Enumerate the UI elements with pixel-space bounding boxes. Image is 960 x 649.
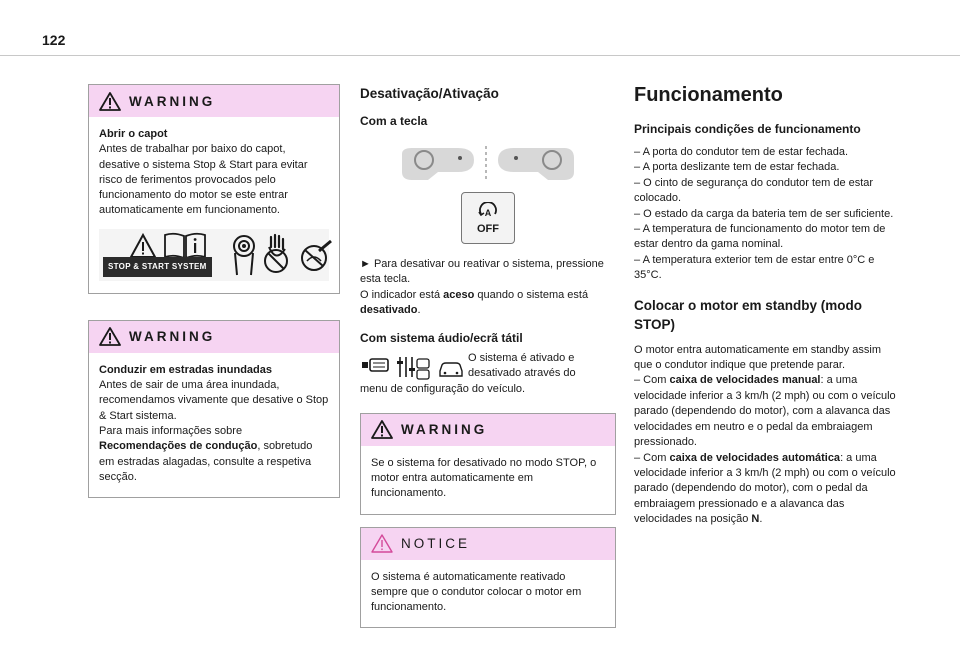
column-left <box>88 84 340 498</box>
conditions-list <box>634 145 896 284</box>
condition-item: – O estado da carga da bateria tem de ser suficiente. <box>634 207 894 220</box>
bold-reference: Recomendações de condução <box>99 440 258 453</box>
bold-aceso: aceso <box>443 288 475 301</box>
no-hand-icon <box>261 233 291 277</box>
notice-label: NOTICE <box>401 536 471 552</box>
warning-triangle-icon <box>99 92 121 111</box>
warning-box-flood <box>88 320 340 498</box>
text-span: O indicador está <box>360 288 444 301</box>
notice-header <box>361 528 615 560</box>
text-span: . <box>417 304 421 317</box>
warning-body <box>89 353 339 497</box>
warning-title: Abrir o capot <box>99 128 168 140</box>
standby-intro: O motor entra automaticamente em standby assim que o condutor indique que pretende parar. <box>634 343 881 372</box>
text-span: : a uma velocidade inferior a 3 km/h (2 mph) ou com o veículo parado (dependendo do motor), com o pedal da embraiagem pressionado e a alavanca das velocidades na posição <box>634 451 896 526</box>
auto-stop-start-icon <box>477 202 499 222</box>
warning-text: Antes de trabalhar por baixo do capot, desative o sistema Stop & Start para evitar risco de ferimentos provocados pelo funcionamento do motor se este entrar automaticamente em funcionamento. <box>99 143 308 217</box>
off-label: OFF <box>477 222 499 235</box>
touchscreen-menu-icons <box>360 353 464 381</box>
text-span: quando o sistema está <box>474 288 589 301</box>
warning-triangle-icon <box>371 420 393 439</box>
warning-header <box>361 414 615 446</box>
text-span: : a uma velocidade inferior a 3 km/h (2 mph) ou com o veículo parado (dependendo do motor), com a alavanca das velocidades em neutro e o pedal da embraiagem pressionado. <box>634 374 896 449</box>
top-divider <box>0 55 960 56</box>
page-number: 122 <box>42 32 66 48</box>
text-span: – Com <box>634 374 670 387</box>
warning-body <box>89 117 339 293</box>
notice-text: O sistema é automaticamente reativado sempre que o condutor colocar o motor em funcionamento. <box>371 570 582 614</box>
touch-text-b: menu de configuração do veículo. <box>360 382 526 395</box>
text-span: , sobretudo em estradas alagadas, consulte a respetiva secção. <box>99 440 313 483</box>
section-title-operation: Funcionamento <box>634 84 783 106</box>
warning-text: Se o sistema for desativado no modo STOP, o motor entra automaticamente em funcionamento. <box>371 456 597 500</box>
svg-text:A: A <box>484 207 492 218</box>
manual-gearbox-text <box>634 373 896 450</box>
notice-box <box>360 527 616 629</box>
subtitle-touchscreen: Com sistema áudio/ecrã tátil <box>360 330 523 345</box>
warning-label: WARNING <box>129 93 216 109</box>
indicator-text <box>360 288 616 319</box>
text-span: Para mais informações sobre <box>99 424 243 437</box>
warning-text <box>99 424 329 485</box>
no-tool-icon <box>299 239 333 273</box>
touch-text-a: O sistema é ativado e desativado através do <box>468 351 576 379</box>
warning-header <box>89 321 339 353</box>
condition-item: – O cinto de segurança do condutor tem de estar colocado. <box>634 176 874 205</box>
warning-label: WARNING <box>129 329 216 345</box>
bold-auto-gearbox: caixa de velocidades automática <box>669 451 841 464</box>
text-span: – Com <box>634 451 670 464</box>
warning-box-hood <box>88 84 340 294</box>
warning-header <box>89 85 339 117</box>
notice-body <box>361 560 615 628</box>
section-title-deactivation: Desativação/Ativação <box>360 86 499 101</box>
condition-item: – A porta do condutor tem de estar fechada. <box>634 146 849 158</box>
subtitle-key: Com a tecla <box>360 114 428 128</box>
dashboard-illustration <box>398 144 578 184</box>
warning-triangle-icon <box>99 327 121 346</box>
auto-gearbox-text <box>634 451 896 528</box>
stop-start-off-button[interactable] <box>461 192 515 244</box>
warning-body <box>361 446 615 514</box>
notice-triangle-icon <box>371 534 393 553</box>
subtitle-standby: Colocar o motor em standby (modo STOP) <box>634 297 863 332</box>
column-right <box>634 84 896 528</box>
engine-belt-icon <box>231 233 257 277</box>
stop-start-pictograms <box>99 229 329 281</box>
instruction-text: ► Para desativar ou reativar o sistema, pressione esta tecla. <box>360 258 604 286</box>
text-span: . <box>759 513 763 526</box>
touchscreen-description <box>360 353 616 399</box>
manual-book-icon <box>163 232 207 260</box>
warning-label: WARNING <box>401 422 488 438</box>
warning-text: Antes de sair de uma área inundada, recomendamos vivamente que desative o Stop & Start sistema. <box>99 379 329 422</box>
bold-desativado: desativado <box>360 304 418 317</box>
bold-gear-n: N <box>751 513 760 526</box>
warning-triangle-icon <box>129 233 157 259</box>
warning-title: Conduzir em estradas inundadas <box>99 363 272 376</box>
subtitle-conditions: Principais condições de funcionamento <box>634 122 861 136</box>
warning-box-stop-mode <box>360 413 616 515</box>
condition-item: – A temperatura de funcionamento do motor tem de estar dentro da gama nominal. <box>634 223 886 251</box>
condition-item: – A porta deslizante tem de estar fechada. <box>634 161 840 174</box>
column-middle <box>360 84 616 628</box>
condition-item: – A temperatura exterior tem de estar entre 0°C e 35°C. <box>634 253 875 282</box>
bold-manual-gearbox: caixa de velocidades manual <box>669 374 821 387</box>
stop-start-badge: STOP & START SYSTEM <box>103 257 212 276</box>
